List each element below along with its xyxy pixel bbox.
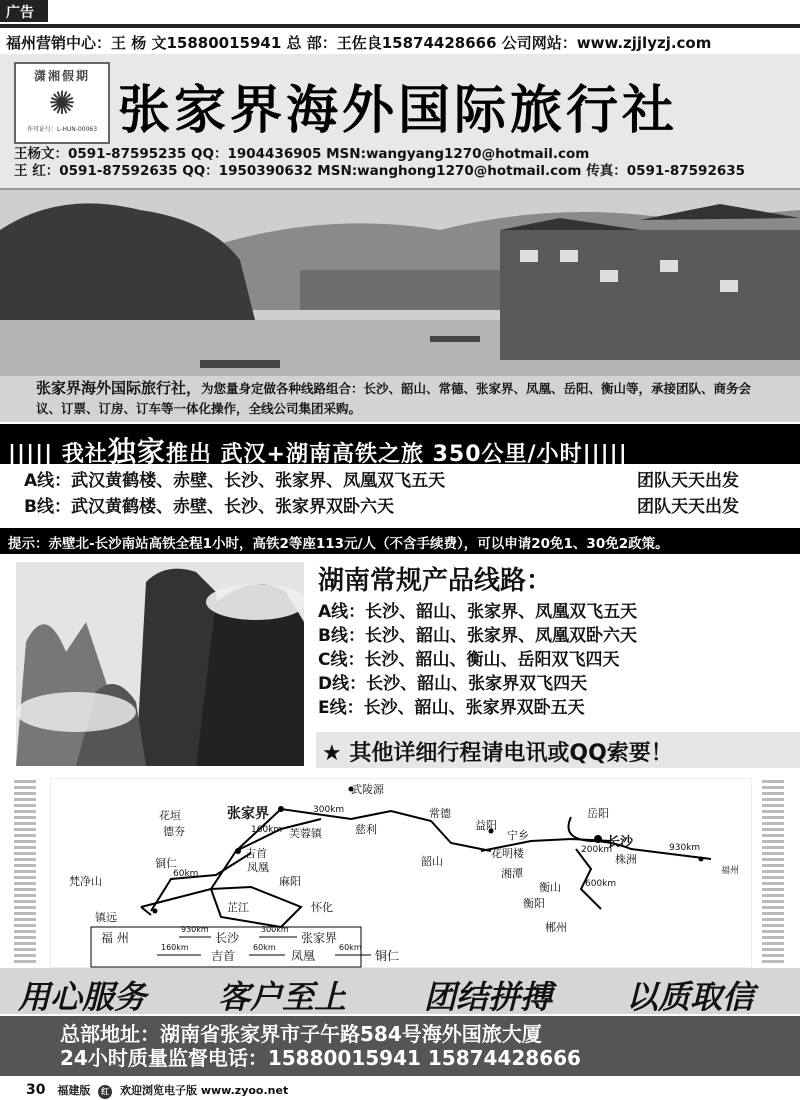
footer-contact <box>0 1016 800 1076</box>
map-distance: 200km <box>581 845 613 855</box>
legend-distance: 60km <box>339 943 362 952</box>
map-place: 花垣 <box>159 809 181 822</box>
legend-distance: 930km <box>181 925 209 934</box>
edition-label: 福建版 <box>57 1084 91 1097</box>
hunan-products <box>316 562 800 772</box>
product-line-b: B线：长沙、韶山、张家界、凤凰双卧六天 <box>318 626 637 646</box>
left-decor-strip <box>14 780 36 966</box>
map-distance: 930km <box>669 843 701 853</box>
map-place: 梵净山 <box>69 875 102 888</box>
map-place: 岳阳 <box>587 807 609 820</box>
contact-note: ★ 其他详细行程请电讯或QQ索要！ <box>316 732 800 768</box>
map-place: 德夯 <box>163 825 185 838</box>
contact-top-bar: 福州营销中心：王 杨 文15880015941 总 部：王佐良15874428666 公司网站：www.zjjlyzj.com <box>0 24 800 54</box>
products-heading: 湖南常规产品线路： <box>318 566 553 596</box>
legend-item: 凤凰 <box>291 949 316 963</box>
high-speed-rail-banner <box>0 424 800 468</box>
map-place: 怀化 <box>311 901 333 914</box>
map-place: 芙蓉镇 <box>289 827 322 840</box>
legend-item: 福 州 <box>101 931 129 945</box>
map-distance: 60km <box>173 869 199 879</box>
website-link[interactable]: 欢迎浏览电子版 www.zyoo.net <box>120 1084 289 1097</box>
legend-item: 张家界 <box>301 931 338 945</box>
contact-line-2: 王 红：0591-87592635 QQ：1950390632 MSN:wanghong1270@hotmail.com 传真：0591-87592635 <box>14 163 746 179</box>
agency-header <box>0 54 800 190</box>
slogan-1: 用心服务 <box>18 978 147 1016</box>
banner-suffix: 推出 武汉+湖南高铁之旅 350公里/小时||||| <box>165 442 628 467</box>
route-map-lines <box>51 779 753 969</box>
rail-tour-lines <box>0 468 800 522</box>
map-place: 郴州 <box>545 921 567 934</box>
banner-emphasis: 独家 <box>107 435 166 468</box>
map-place: 花明楼 <box>491 847 524 860</box>
map-place: 益阳 <box>475 819 497 832</box>
map-place: 常德 <box>429 807 451 820</box>
map-place: 吉首 <box>245 847 267 860</box>
legend-item: 长沙 <box>215 931 240 945</box>
slogan-2: 客户至上 <box>218 978 347 1016</box>
mountain-illustration <box>16 562 304 766</box>
map-distance: 160km <box>251 825 283 835</box>
ad-tag: 广告 <box>0 0 48 22</box>
banner-prefix: ||||| 我社 <box>8 442 108 467</box>
legend-distance: 60km <box>253 943 276 952</box>
map-place: 武陵源 <box>351 783 384 796</box>
legend-distance: 160km <box>161 943 189 952</box>
rail-line-b: B线：武汉黄鹤楼、赤壁、长沙、张家界双卧六天 <box>24 497 394 517</box>
map-distance: 300km <box>313 805 345 815</box>
agency-logo <box>14 62 110 144</box>
map-place: 铜仁 <box>155 857 177 870</box>
page-footer <box>0 1078 800 1100</box>
contact-block <box>14 146 745 180</box>
agency-title: 张家界海外国际旅行社 <box>118 81 679 141</box>
edition-badge-icon: 红 <box>98 1085 112 1099</box>
slogan-bar <box>0 968 800 1014</box>
map-place: 长沙 <box>607 835 634 850</box>
agency-intro <box>0 378 800 419</box>
map-place: 慈利 <box>355 823 377 836</box>
legend-item: 铜仁 <box>375 949 400 963</box>
logo-figure-icon: ✺ <box>48 84 76 122</box>
right-decor-strip <box>762 780 784 966</box>
map-place: 宁乡 <box>507 829 529 842</box>
map-place: 韶山 <box>421 855 443 868</box>
rail-line-a: A线：武汉黄鹤楼、赤壁、长沙、张家界、凤凰双飞五天 <box>24 471 446 491</box>
quality-hotline: 24小时质量监督电话：15880015941 15874428666 <box>60 1046 581 1070</box>
map-distance: 600km <box>585 879 617 889</box>
map-place: 株洲 <box>615 853 637 866</box>
map-place: 衡山 <box>539 881 561 894</box>
map-place: 湘潭 <box>501 867 523 880</box>
map-place: 麻阳 <box>279 875 301 888</box>
map-place: 衡阳 <box>523 897 545 910</box>
slogan-3: 团结拼搏 <box>424 978 553 1016</box>
slogan-4: 以质取信 <box>626 978 755 1016</box>
legend-item: 吉首 <box>211 949 236 963</box>
product-line-a: A线：长沙、韶山、张家界、凤凰双飞五天 <box>318 602 638 622</box>
product-line-c: C线：长沙、韶山、衡山、岳阳双飞四天 <box>318 650 620 670</box>
agency-intro-text: 为您量身定做各种线路组合：长沙、韶山、常德、张家界、凤凰、岳阳、衡山等，承接团队、商务会议、订票、订房、订车等一体化操作，全线公司集团采购。 <box>36 381 752 416</box>
map-place: 芷江 <box>227 901 249 914</box>
page-number: 30 <box>26 1082 46 1098</box>
map-place: 凤凰 <box>247 861 269 874</box>
product-line-e: E线：长沙、韶山、张家界双卧五天 <box>318 698 585 718</box>
rail-line-b-departure: 团队天天出发 <box>637 497 739 517</box>
mountain-painting <box>16 562 304 766</box>
map-place: 福州 <box>721 866 740 876</box>
legend-distance: 300km <box>261 925 289 934</box>
map-place: 镇远 <box>95 911 117 924</box>
product-line-d: D线：长沙、韶山、张家界双飞四天 <box>318 674 588 694</box>
contact-line-1: 王杨文：0591-87595235 QQ：1904436905 MSN:wangyang1270@hotmail.com <box>14 146 590 162</box>
route-map <box>50 778 752 968</box>
rail-line-a-departure: 团队天天出发 <box>637 471 739 491</box>
rail-tip: 提示：赤壁北-长沙南站高铁全程1小时，高铁2等座113元/人（不含手续费），可以申请20免1、30免2政策。 <box>0 528 800 554</box>
headquarters-address: 总部地址：湖南省张家界市子午路584号海外国旅大厦 <box>60 1022 542 1046</box>
agency-intro-name: 张家界海外国际旅行社， <box>36 379 202 397</box>
logo-text: 潇湘假期 <box>33 69 90 83</box>
map-place: 张家界 <box>227 806 269 822</box>
logo-license: 许可证号：L-HUN-00063 <box>26 126 98 133</box>
